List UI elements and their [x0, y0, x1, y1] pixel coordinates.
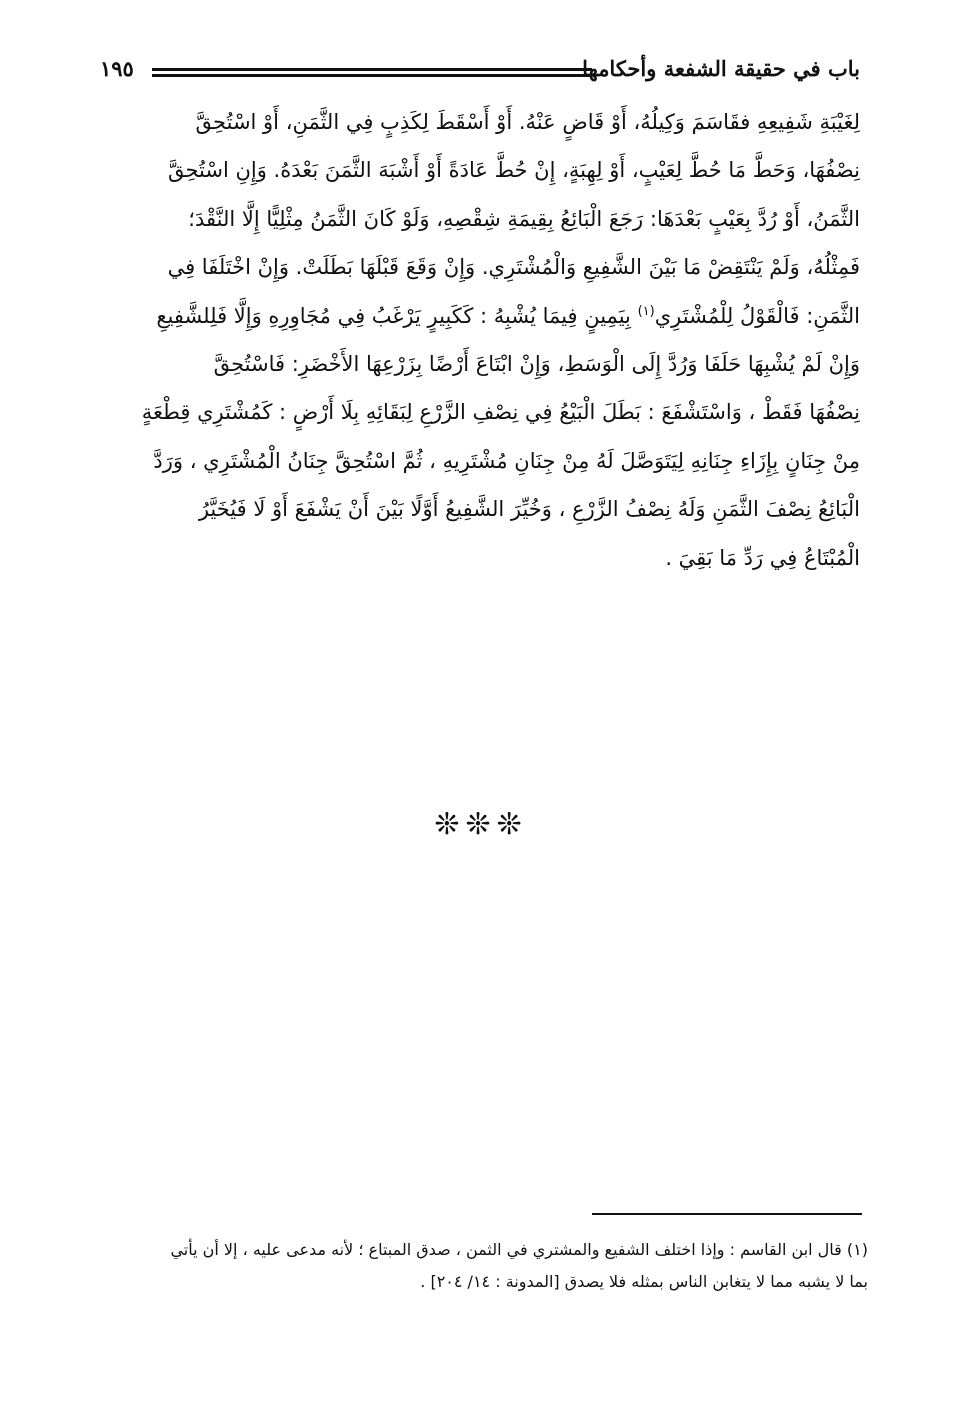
- footnote: [90, 1234, 868, 1298]
- text-line: وَإِنْ لَمْ يُشْبِهَا حَلَفَا وَرُدَّ إِلَى الْوَسَطِ، وَإِنْ ابْتَاعَ أَرْضًا بِزَرْعِهَا الأَخْضَرِ: فَاسْتُحِقَّ: [213, 351, 860, 376]
- text-line: [100, 292, 860, 340]
- text-line: فَمِثْلُهُ، وَلَمْ يَنْتَقِضْ مَا بَيْنَ الشَّفِيعِ وَالْمُشْتَرِي. وَإِنْ وَقَعَ قَبْلَهَا بَطَلَتْ. وَإِنْ اخْتَلَفَا فِي: [167, 255, 860, 280]
- page-number: ١٩٥: [100, 56, 134, 81]
- header-double-rule: [152, 68, 592, 77]
- text-line: نِصْفُهَا، وَحَطَّ مَا حُطَّ لِعَيْبٍ، أَوْ لِهِبَةٍ، إِنْ حُطَّ عَادَةً أَوْ أَشْبَهَ الثَّمَنَ بَعْدَهُ. وَإِنِ اسْتُحِقَّ: [167, 158, 860, 183]
- footnote-rule: [592, 1213, 862, 1215]
- text-line: نِصْفُهَا فَقَطْ ، وَاسْتَشْفَعَ : بَطَلَ الْبَيْعُ فِي نِصْفِ الزَّرْعِ لِبَقَائِهِ بِلَا أَرْضٍ : كَمُشْتَرِي قِطْعَةٍ: [141, 400, 860, 425]
- text-line: مِنْ جِنَانٍ بِإِزَاءِ جِنَانِهِ لِيَتَوَصَّلَ لَهُ مِنْ جِنَانِ مُشْتَرِيهِ ، ثُمَّ اسْتُحِقَّ جِنَانُ الْمُشْتَرِي ، وَرَدَّ: [153, 448, 860, 473]
- text-line: لِغَيْبَةِ شَفِيعِهِ فقَاسَمَ وَكِيلُهُ، أَوْ قَاضٍ عَنْهُ. أَوْ أَسْقَطَ لِكَذِبٍ فِي الثَّمَنِ، أَوْ اسْتُحِقَّ: [195, 110, 860, 134]
- text-segment: الثَّمَنِ: فَالْقَوْلُ لِلْمُشْتَرِي: [654, 303, 860, 328]
- footnote-line: (١) قال ابن القاسم : وإذا اختلف الشفيع والمشتري في الثمن ، صدق المبتاع ؛ لأنه مدعى عليه ، إلا أن يأتي: [170, 1240, 868, 1259]
- footnote-reference[interactable]: (١): [637, 303, 655, 319]
- text-segment: بِيَمِينٍ فِيمَا يُشْبِهُ : كَكَبِيرٍ يَرْغَبُ فِي مُجَاوِرِهِ وَإِلَّا فَلِلشَّفِيعِ: [156, 303, 631, 328]
- text-line: الْبَائِعُ نِصْفَ الثَّمَنِ وَلَهُ نِصْفُ الزَّرْعِ ، وَخُيِّرَ الشَّفِيعُ أَوَّلًا بَيْنَ أَنْ يَشْفَعَ أَوْ لَا فَيُخَيَّرُ: [198, 497, 860, 522]
- footnote-line: بما لا يشبه مما لا يتغابن الناس بمثله فلا يصدق [المدونة : ١٤/ ٢٠٤] .: [420, 1272, 868, 1291]
- running-header: [100, 52, 860, 92]
- text-line: الْمُبْتَاعُ فِي رَدِّ مَا بَقِيَ .: [665, 545, 860, 570]
- chapter-title: باب في حقيقة الشفعة وأحكامها: [582, 56, 860, 81]
- section-separator-asterisks: ❊❊❊: [434, 807, 528, 842]
- text-line: الثَّمَنُ، أَوْ رُدَّ بِعَيْبٍ بَعْدَهَا: رَجَعَ الْبَائِعُ بِقِيمَةِ شِقْصِهِ، وَلَوْ كَانَ الثَّمَنُ مِثْلِيًّا إِلَّا النَّقْدَ؛: [188, 206, 860, 231]
- main-text: [100, 98, 860, 582]
